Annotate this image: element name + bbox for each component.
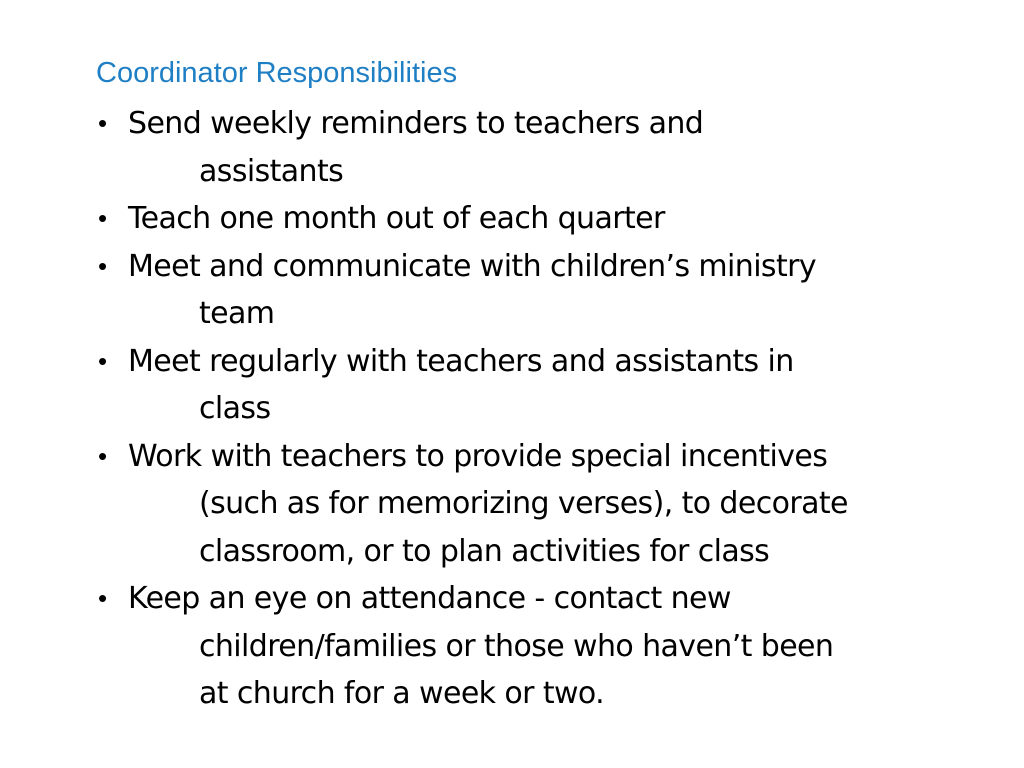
slide-title: Coordinator Responsibilities: [96, 57, 458, 89]
list-item: [96, 433, 848, 576]
bullet-icon: •: [98, 345, 107, 376]
bullet-text-line: classroom, or to plan activities for class: [199, 533, 770, 569]
list-item: [96, 575, 848, 718]
responsibilities-list: [96, 100, 848, 718]
list-item: [96, 100, 848, 195]
bullet-text-line: children/families or those who haven’t been: [199, 628, 834, 664]
bullet-icon: •: [98, 108, 107, 138]
bullet-text-line: Meet regularly with teachers and assistants in: [128, 343, 794, 379]
bullet-text-line: at church for a week or two.: [199, 676, 605, 711]
bullet-text-line: Work with teachers to provide special incentives: [128, 438, 828, 474]
bullet-text-line: assistants: [199, 153, 344, 189]
bullet-icon: •: [98, 250, 107, 281]
list-item: [96, 195, 848, 243]
bullet-text-line: Meet and communicate with children’s ministry: [128, 248, 817, 284]
bullet-icon: •: [98, 203, 107, 233]
bullet-text-line: Keep an eye on attendance - contact new: [128, 581, 731, 616]
list-item: [96, 243, 848, 338]
bullet-text-line: (such as for memorizing verses), to decorate: [199, 486, 848, 521]
list-item: [96, 338, 848, 433]
bullet-text-line: team: [199, 296, 275, 331]
bullet-text-line: Teach one month out of each quarter: [128, 201, 665, 236]
bullet-icon: •: [98, 583, 107, 613]
bullet-text-line: class: [199, 391, 271, 426]
bullet-text-line: Send weekly reminders to teachers and: [128, 106, 704, 141]
bullet-icon: •: [98, 440, 107, 471]
